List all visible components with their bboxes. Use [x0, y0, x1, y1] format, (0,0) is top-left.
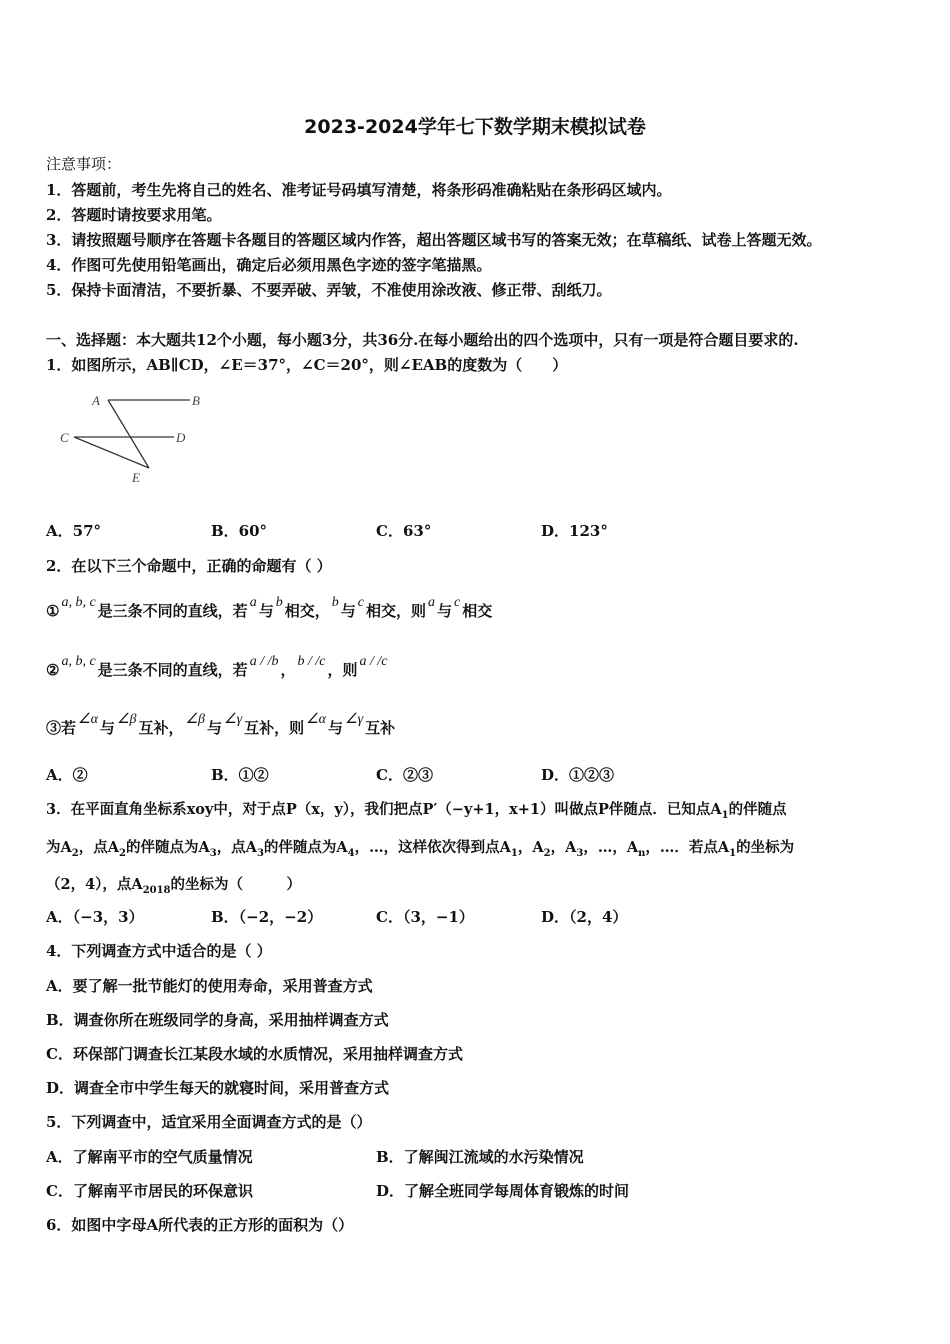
line-ce — [74, 437, 149, 468]
question-4-stem: 4．下列调查方式中适合的是（ ） — [46, 942, 272, 960]
question-1-figure — [56, 388, 216, 488]
notice-heading: 注意事项： — [46, 155, 122, 173]
notice-item: 1．答题前，考生先将自己的姓名、准考证号码填写清楚，将条形码准确粘贴在条形码区域内。 — [46, 181, 672, 199]
option: D．了解全班同学每周体育锻炼的时间 — [376, 1182, 630, 1200]
option: A．（−3，3） — [46, 908, 144, 926]
option: C．②③ — [376, 766, 433, 784]
option: C．（3，−1） — [376, 908, 474, 926]
option: B．①② — [211, 766, 269, 784]
question-5-stem: 5．下列调查中，适宜采用全面调查方式的是（） — [46, 1113, 372, 1131]
option: A．② — [46, 766, 88, 784]
notice-item: 4．作图可先使用铅笔画出，确定后必须用黑色字迹的签字笔描黑。 — [46, 256, 492, 274]
option: B．60° — [211, 522, 268, 540]
option: C．环保部门调查长江某段水域的水质情况，采用抽样调查方式 — [46, 1045, 463, 1063]
notice-item: 2．答题时请按要求用笔。 — [46, 206, 222, 224]
option: D．（2，4） — [541, 908, 628, 926]
option: C．了解南平市居民的环保意识 — [46, 1182, 253, 1200]
option: B．调查你所在班级同学的身高，采用抽样调查方式 — [46, 1011, 389, 1029]
label-a: A — [92, 393, 100, 408]
label-c: C — [60, 430, 69, 445]
option: A．了解南平市的空气质量情况 — [46, 1148, 253, 1166]
option: D．①②③ — [541, 766, 615, 784]
line-ae — [108, 400, 149, 468]
question-3-line-2: 为$A_2$，点$A_2$的伴随点为$A_3$，点$A_3$的伴随点为$A_4$，…，这样依次得到点$A_1$，$A_2$，$A_3$，…，$A_n$，…．若点$A_1$的坐标为 — [46, 839, 795, 859]
option: A．要了解一批节能灯的使用寿命，采用普查方式 — [46, 977, 373, 995]
option: B．了解闽江流域的水污染情况 — [376, 1148, 584, 1166]
page-title: 2023-2024学年七下数学期末模拟试卷 — [304, 116, 646, 138]
label-d: D — [176, 430, 186, 445]
option: C．63° — [376, 522, 432, 540]
label-e: E — [132, 470, 140, 485]
option: D．123° — [541, 522, 608, 540]
question-3-line-3: （2，4），点$A_{2018}$的坐标为（ ） — [46, 876, 302, 896]
option: B．（−2，−2） — [211, 908, 323, 926]
question-1-stem: 1．如图所示，AB∥CD，∠E＝37°，∠C＝20°，则∠EAB的度数为（ ） — [46, 356, 568, 374]
question-6-stem: 6．如图中字母A所代表的正方形的面积为（） — [46, 1216, 354, 1234]
option: A．57° — [46, 522, 102, 540]
section-heading: 一、选择题：本大题共12个小题，每小题3分，共36分.在每小题给出的四个选项中，只有一项是符合题目要求的. — [46, 331, 799, 349]
question-3-line-1: 3．在平面直角坐标系xoy中，对于点P（x，y），我们把点P′（−y+1，x+1）叫做点P伴随点．已知点$A_1$的伴随点 — [46, 801, 787, 821]
statement-3: ③若 ∠α 与 ∠β 互补， ∠β 与 ∠γ 互补，则 ∠α 与 ∠γ 互补 — [46, 712, 396, 737]
notice-item: 5．保持卡面清洁，不要折暴、不要弄破、弄皱，不准使用涂改液、修正带、刮纸刀。 — [46, 281, 612, 299]
label-b: B — [192, 393, 200, 408]
option: D．调查全市中学生每天的就寝时间，采用普查方式 — [46, 1079, 390, 1097]
question-2-stem: 2．在以下三个命题中，正确的命题有（ ） — [46, 557, 332, 575]
statement-2: ② a, b, c 是三条不同的直线，若 a / /b ， b / /c ，则 a / /c — [46, 654, 388, 679]
notice-item: 3．请按照题号顺序在答题卡各题目的答题区域内作答，超出答题区域书写的答案无效；在草稿纸、试卷上答题无效。 — [46, 231, 822, 249]
statement-1: ① a, b, c 是三条不同的直线，若 a 与 b 相交， b 与 c 相交，则 a 与 c 相交 — [46, 595, 493, 620]
